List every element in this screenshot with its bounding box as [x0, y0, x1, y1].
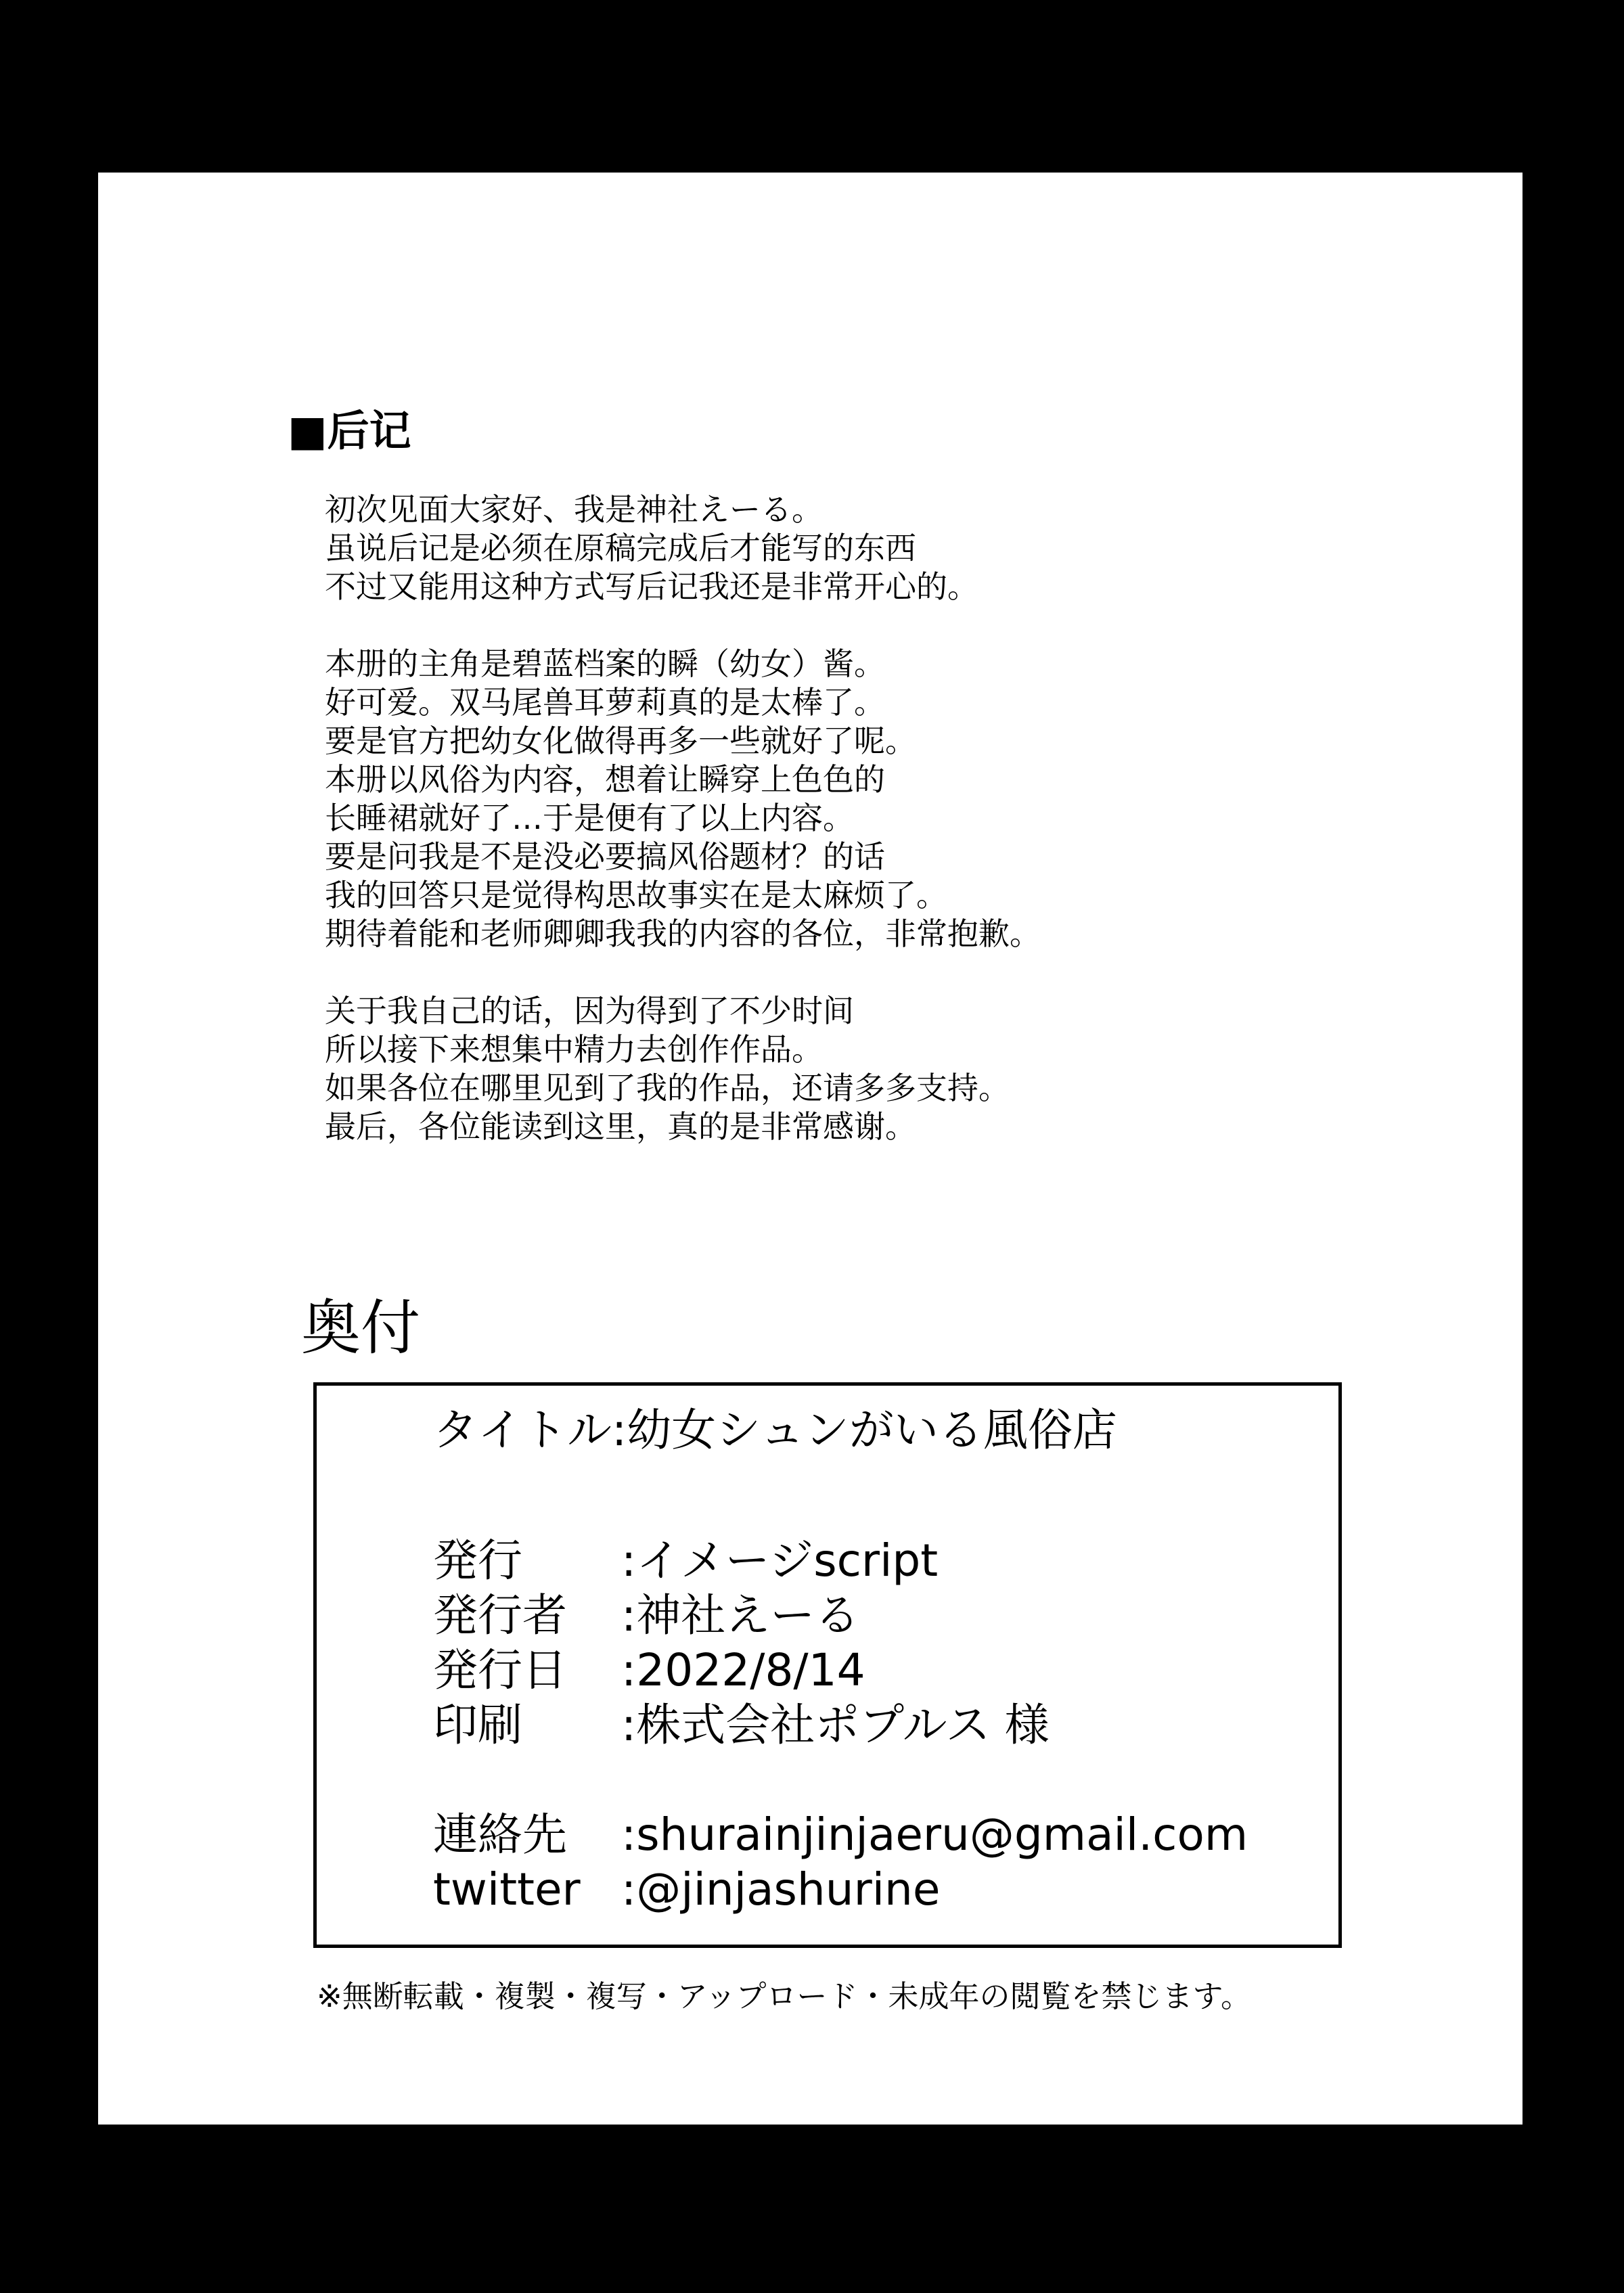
colophon-row-printer — [433, 1698, 1338, 1752]
copyright-notice: ※無断転載・複製・複写・アップロード・未成年の閲覧を禁じます。 — [317, 1978, 1251, 2014]
afterword-line: 要是问我是不是没必要搞风俗题材？的话 — [325, 838, 885, 875]
colophon-title: タイトル:幼女シュンがいる風俗店 — [433, 1404, 1117, 1456]
afterword-line: 长睡裙就好了…于是便有了以上内容。 — [325, 800, 854, 836]
afterword-line: 如果各位在哪里见到了我的作品，还请多多支持。 — [325, 1070, 1010, 1106]
afterword-paragraph-2 — [325, 645, 1475, 953]
colophon-row-publisher — [433, 1533, 1338, 1588]
afterword-line: 本册的主角是碧蓝档案的瞬（幼女）酱。 — [325, 645, 885, 682]
colophon-label: 印刷 — [433, 1699, 522, 1751]
afterword-line: 虽说后记是必须在原稿完成后才能写的东西 — [325, 530, 916, 566]
colophon-spacer — [433, 1752, 1338, 1807]
afterword-line: 关于我自己的话，因为得到了不少时间 — [325, 993, 854, 1029]
colophon-label: twitter — [433, 1863, 581, 1915]
afterword-line: 所以接下来想集中精力去创作作品。 — [325, 1031, 823, 1068]
afterword-body — [325, 491, 1475, 1146]
afterword-line: 不过又能用这种方式写后记我还是非常开心的。 — [325, 568, 978, 605]
colophon-value: :株式会社ポプルス 様 — [621, 1699, 1050, 1751]
afterword-line: 要是官方把幼女化做得再多一些就好了呢。 — [325, 723, 916, 759]
colophon-value: :shurainjinjaeru@gmail.com — [621, 1809, 1248, 1861]
colophon-value: :@jinjashurine — [621, 1863, 941, 1915]
colophon-heading: 奥付 — [301, 1293, 421, 1363]
afterword-line: 初次见面大家好、我是神社えーる。 — [325, 491, 823, 528]
colophon-value: :神社えーる — [621, 1589, 860, 1641]
afterword-paragraph-3 — [325, 992, 1475, 1146]
afterword-line: 好可爱。双马尾兽耳萝莉真的是太棒了。 — [325, 684, 885, 721]
afterword-line: 最后，各位能读到这里，真的是非常感谢。 — [325, 1108, 916, 1145]
colophon-box — [313, 1382, 1342, 1948]
colophon-row-contact — [433, 1807, 1338, 1862]
afterword-line: 我的回答只是觉得构思故事实在是太麻烦了。 — [325, 877, 947, 913]
colophon-label: 発行者 — [433, 1589, 567, 1641]
afterword-heading: ■后记 — [288, 406, 411, 455]
afterword-line: 期待着能和老师卿卿我我的内容的各位，非常抱歉。 — [325, 915, 1041, 952]
colophon-value: :イメージscript — [621, 1535, 939, 1587]
colophon-row-author — [433, 1588, 1338, 1643]
afterword-paragraph-1 — [325, 491, 1475, 606]
colophon-label: 発行日 — [433, 1644, 567, 1696]
colophon-label: 発行 — [433, 1535, 522, 1587]
afterword-line: 本册以风俗为内容，想着让瞬穿上色色的 — [325, 761, 885, 798]
colophon-value: :2022/8/14 — [621, 1644, 865, 1696]
colophon-row-date — [433, 1643, 1338, 1698]
colophon-label: 連絡先 — [433, 1809, 567, 1861]
colophon-row-twitter — [433, 1862, 1338, 1917]
